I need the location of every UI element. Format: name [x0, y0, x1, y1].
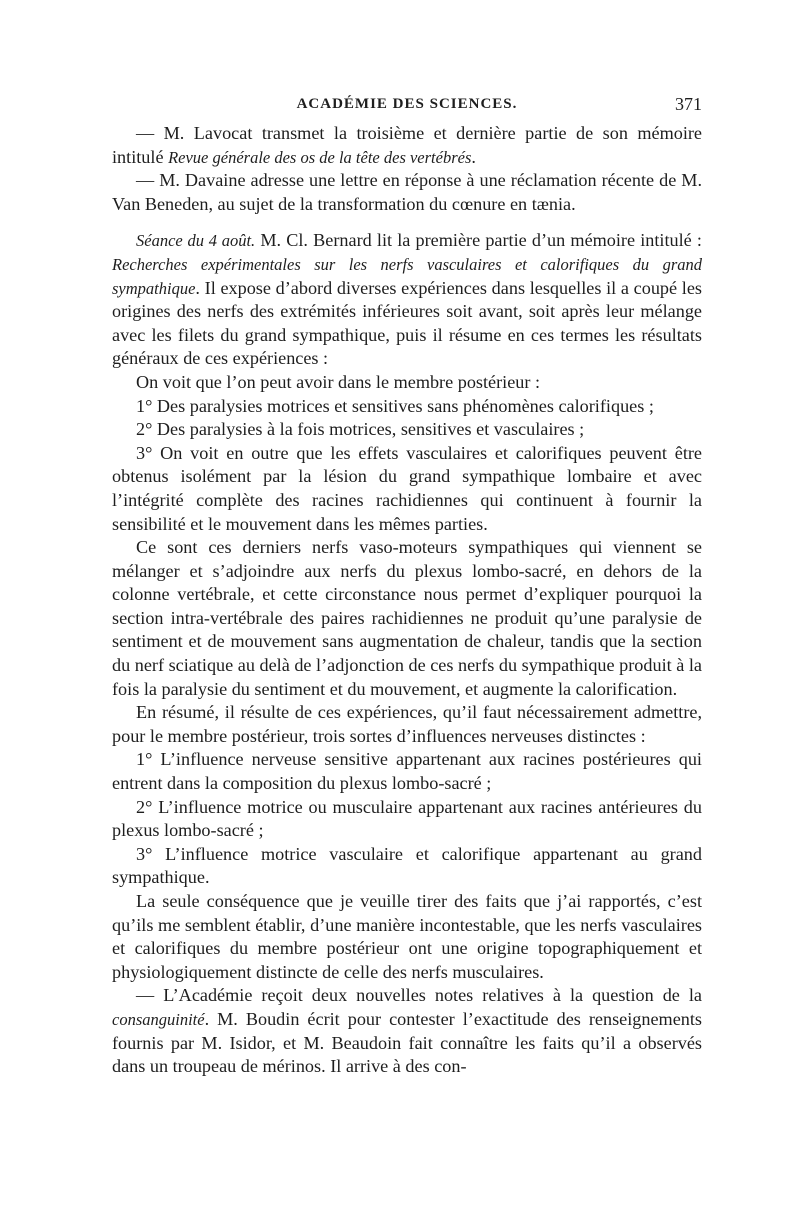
memoir-title: Recherches expérimentales sur les nerfs vasculaires et calorifiques du grand sympathique	[112, 254, 702, 298]
running-title: ACADÉMIE DES SCIENCES.	[296, 96, 518, 112]
term-italic: consanguinité	[112, 1009, 205, 1029]
paragraph: 2° L’influence motrice ou musculaire appartenant aux racines antérieures du plexus lombo-sacré ;	[112, 796, 702, 841]
title-italic: Revue générale des os de la tête des vertébrés	[168, 147, 472, 167]
running-head	[112, 96, 702, 122]
session-date: Séance du 4 août.	[136, 231, 256, 251]
paragraph: 2° Des paralysies à la fois motrices, sensitives et vasculaires ;	[136, 419, 585, 440]
paragraph-davaine: — M. Davaine adresse une lettre en réponse à une réclamation récente de M. Van Beneden, au sujet de la transformation du cœnure en tænia.	[112, 170, 702, 214]
paragraph: Ce sont ces derniers nerfs vaso-moteurs sympathiques qui viennent se mélanger et s’adjoindre aux nerfs du plexus lombo-sacré, en dehors de la colonne vertébrale, et cette circonstance nous permet d’expliquer pourquoi la section intra-vertébrale des paires rachidiennes ne produit qu’une paralysie de sentiment et de mouvement sans augmentation de chaleur, tandis que la section du nerf sciatique au delà de l’adjonction de ces nerfs du sympathique produit à la fois la paralysie du sentiment et du mouvement, et augmente la calorification.	[112, 537, 702, 699]
page-body	[112, 122, 702, 1079]
paragraph: 3° On voit en outre que les effets vasculaires et calorifiques peuvent être obtenus isolément par la lésion du grand sympathique lombaire et avec l’intégrité complète des racines rachidiennes qui continuent à fournir la sensibilité et le mouvement dans les mêmes parties.	[112, 442, 702, 534]
text: . Il expose d’abord diverses expériences dans lesquelles il a coupé les origines des nerfs des extrémités inférieures soit avant, soit après leur mélange avec les filets du grand sympathique, puis il résume en ces termes les résultats généraux de ces expériences :	[112, 277, 702, 369]
paragraph: 1° L’influence nerveuse sensitive appartenant aux racines postérieures qui entrent dans la composition du plexus lombo-sacré ;	[112, 749, 702, 794]
paragraph-consanguinite	[112, 984, 702, 1078]
text: — L’Académie reçoit deux nouvelles notes relatives à la question de la	[136, 985, 702, 1006]
paragraph: 1° Des paralysies motrices et sensitives sans phénomènes calorifiques ;	[136, 395, 654, 416]
page-number: 371	[675, 94, 702, 114]
paragraph-lavocat	[112, 122, 702, 169]
page	[112, 96, 702, 1079]
paragraph: La seule conséquence que je veuille tirer des faits que j’ai rapportés, c’est qu’ils me semblent établir, d’une manière incontestable, que les nerfs vasculaires et calorifiques du membre postérieur ont une origine topographiquement et physiologiquement distincte de celle des nerfs musculaires.	[112, 891, 702, 982]
text: .	[471, 146, 476, 167]
text: M. Cl. Bernard lit la première partie d’un mémoire intitulé :	[255, 230, 702, 251]
paragraph: 3° L’influence motrice vasculaire et calorifique appartenant au grand sympathique.	[112, 843, 702, 888]
text: . M. Boudin écrit pour contester l’exactitude des renseignements fournis par M. Isidor, et M. Beaudoin fait connaître les faits qu’il a observés dans un troupeau de mérinos. Il arrive à des con-	[112, 1008, 702, 1077]
paragraph: On voit que l’on peut avoir dans le membre postérieur :	[136, 371, 541, 392]
text: — M. Lavocat transmet la troisième et dernière partie de son mémoire intitulé	[112, 123, 702, 167]
paragraph: En résumé, il résulte de ces expériences, qu’il faut nécessairement admettre, pour le membre postérieur, trois sortes d’influences nerveuses distinctes :	[112, 702, 702, 746]
paragraph-seance	[112, 229, 702, 371]
